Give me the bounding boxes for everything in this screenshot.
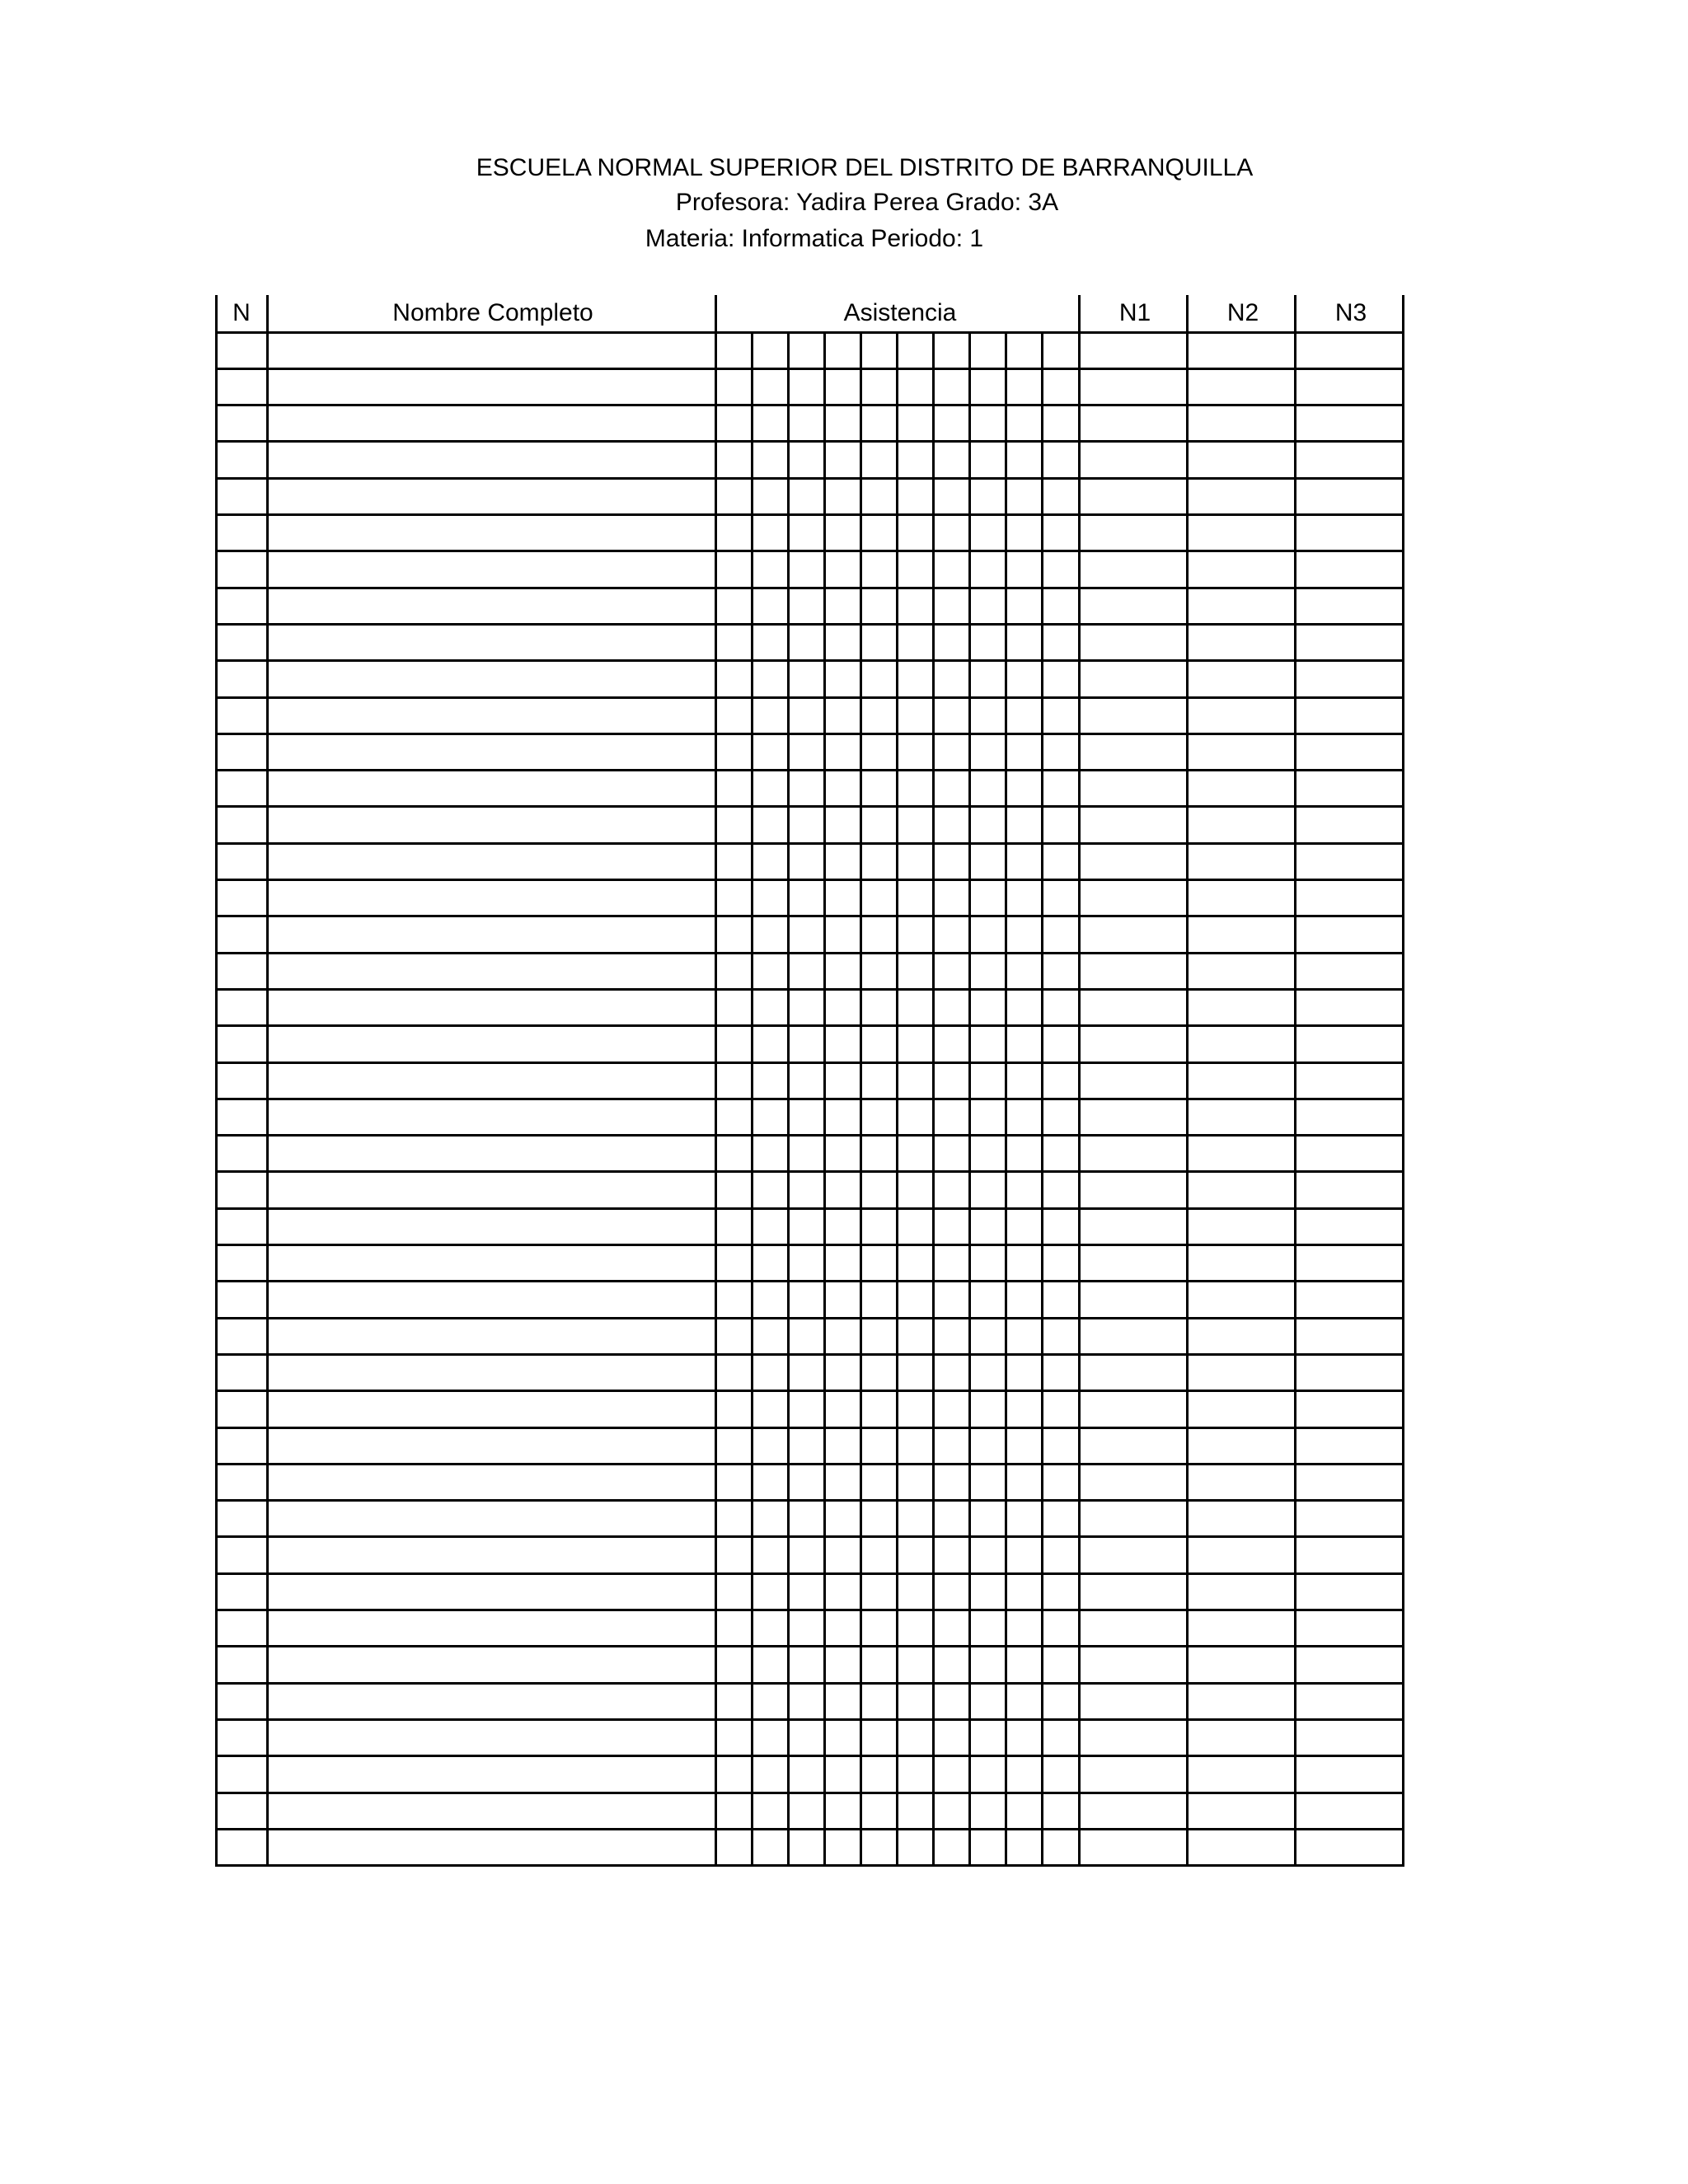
table-row-border <box>215 368 1404 370</box>
table-row-border <box>215 1170 1404 1173</box>
table-row-border <box>215 1280 1404 1282</box>
table-row-border <box>215 1463 1404 1465</box>
table-column-border <box>1186 295 1189 1867</box>
column-header-n1: N1 <box>1118 299 1151 326</box>
table-column-border <box>215 295 218 1867</box>
table-column-border <box>1402 295 1404 1867</box>
school-name: ESCUELA NORMAL SUPERIOR DEL DISTRITO DE BARRANQUILLA <box>476 154 1254 181</box>
table-row-border <box>215 1645 1404 1647</box>
column-header-full-name: Nombre Completo <box>392 299 593 326</box>
table-row-border <box>215 1353 1404 1356</box>
table-row-border <box>215 1390 1404 1392</box>
table-row-border <box>215 587 1404 589</box>
table-column-border <box>266 295 269 1867</box>
table-row-border <box>215 1609 1404 1611</box>
table-row-border <box>215 1427 1404 1429</box>
table-row-border <box>215 1572 1404 1575</box>
table-row-border <box>215 1535 1404 1538</box>
table-column-border <box>1078 295 1081 1867</box>
table-row-border <box>215 879 1404 881</box>
table-row-border <box>215 1062 1404 1064</box>
table-row-border <box>215 1792 1404 1794</box>
table-row-border <box>215 477 1404 480</box>
table-row-border <box>215 1828 1404 1830</box>
table-row-border <box>215 1864 1404 1867</box>
attendance-grade-table <box>216 295 1411 1871</box>
table-row-border <box>215 952 1404 954</box>
table-row-border <box>215 805 1404 808</box>
table-row-border <box>215 1134 1404 1137</box>
column-header-number: N <box>232 299 251 326</box>
table-row-border <box>215 404 1404 406</box>
table-row-border <box>215 988 1404 991</box>
table-row-border <box>215 696 1404 699</box>
table-row-border <box>215 915 1404 917</box>
table-row-border <box>215 623 1404 626</box>
table-row-border <box>215 550 1404 552</box>
table-row-border <box>215 1499 1404 1502</box>
table-row-border <box>215 769 1404 771</box>
column-header-n3: N3 <box>1334 299 1367 326</box>
table-row-border <box>215 1682 1404 1685</box>
table-row-border <box>215 659 1404 662</box>
table-column-border <box>715 295 717 1867</box>
table-row-border <box>215 1718 1404 1721</box>
table-header-border <box>215 331 1404 334</box>
teacher-grade-line: Profesora: Yadira Perea Grado: 3A <box>675 189 1059 216</box>
table-row-border <box>215 1317 1404 1319</box>
table-row-border <box>215 440 1404 443</box>
table-row-border <box>215 733 1404 735</box>
table-row-border <box>215 1207 1404 1210</box>
table-row-border <box>215 1244 1404 1246</box>
table-row-border <box>215 1755 1404 1757</box>
column-header-n2: N2 <box>1226 299 1259 326</box>
column-header-attendance: Asistencia <box>843 299 957 326</box>
table-row-border <box>215 842 1404 845</box>
table-row-border <box>215 1024 1404 1027</box>
subject-period-line: Materia: Informatica Periodo: 1 <box>645 225 984 252</box>
table-column-border <box>1294 295 1296 1867</box>
table-row-border <box>215 513 1404 516</box>
table-row-border <box>215 1098 1404 1100</box>
